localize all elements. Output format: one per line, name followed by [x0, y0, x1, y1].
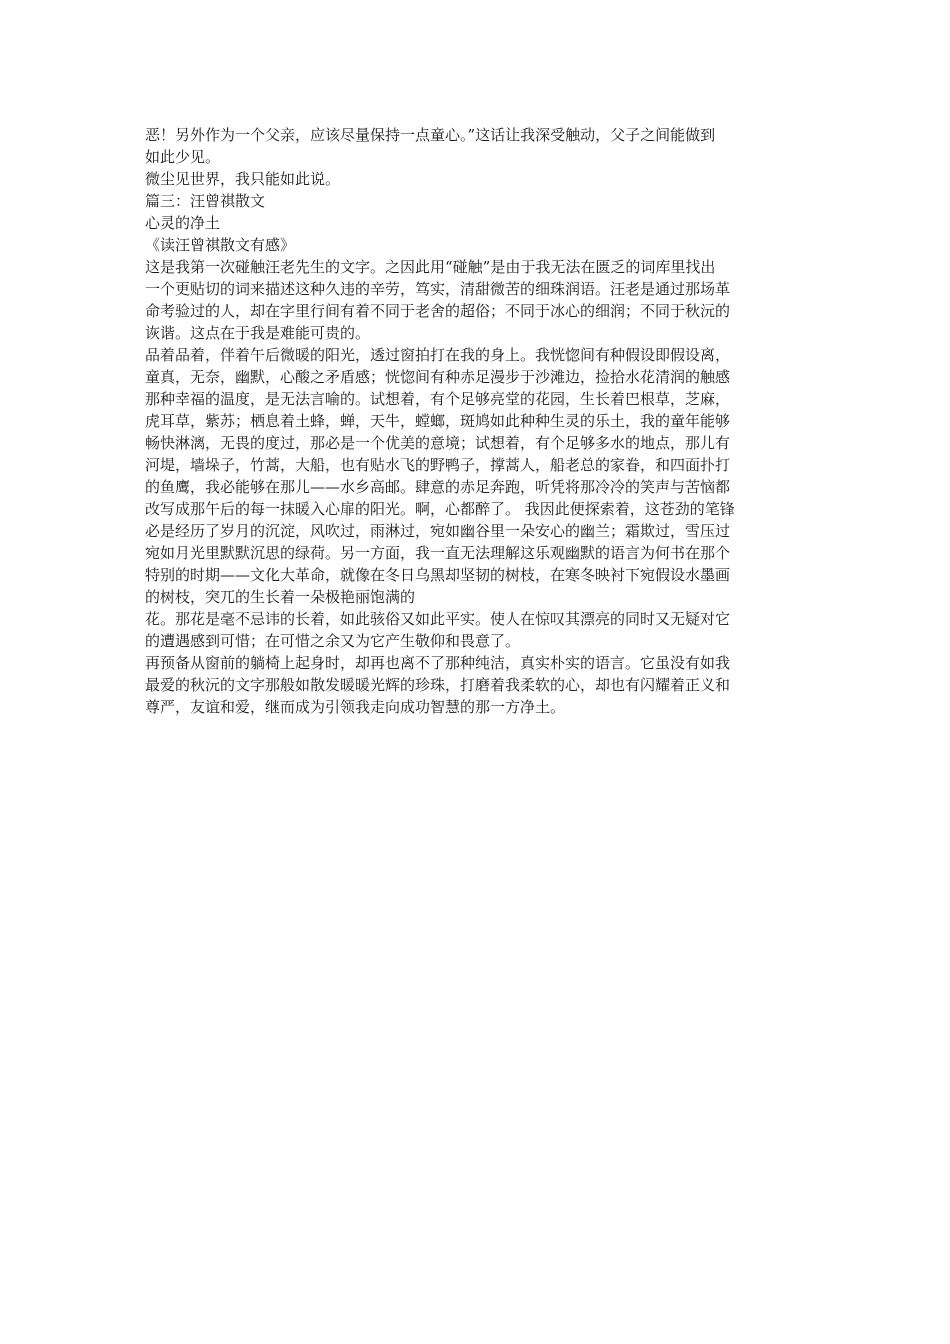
- text-line: 虎耳草，紫苏；栖息着土蜂，蝉，天牛，螳螂，斑鸠如此种种生灵的乐土，我的童年能够: [145, 412, 731, 430]
- text-line: 必是经历了岁月的沉淀，风吹过，雨淋过，宛如幽谷里一朵安心的幽兰；霜欺过，雪压过: [145, 522, 731, 540]
- text-line: 花。那花是毫不忌讳的长着，如此骇俗又如此平实。使人在惊叹其漂亮的同时又无疑对它: [145, 610, 731, 628]
- text-line: 诙谐。这点在于我是难能可贵的。: [145, 324, 371, 342]
- text-line: 宛如月光里默默沉思的绿荷。另一方面，我一直无法理解这乐观幽默的语言为何书在那个: [145, 544, 731, 562]
- document-body: [145, 124, 810, 718]
- essay-title: 心灵的净土: [145, 214, 221, 232]
- text-line: 恶！另外作为一个父亲，应该尽量保持一点童心。”这话让我深受触动，父子之间能做到: [145, 126, 716, 144]
- text-line: 的树枝，突兀的生长着一朵极艳丽饱满的: [145, 588, 416, 606]
- text-line: 那种幸福的温度，是无法言喻的。试想着，有个足够亮堂的花园，生长着巴根草，芝麻，: [145, 390, 731, 408]
- text-line: 最爱的秋沅的文字那般如散发暖暖光辉的珍珠，打磨着我柔软的心，却也有闪耀着正义和: [145, 676, 731, 694]
- text-line: 这是我第一次碰触汪老先生的文字。之因此用“碰触”是由于我无法在匮乏的词库里找出: [145, 258, 716, 276]
- text-line: 特别的时期——文化大革命，就像在冬日乌黑却坚韧的树枝，在寒冬映衬下宛假设水墨画: [145, 566, 731, 584]
- text-line: 如此少见。: [145, 148, 221, 166]
- text-line: 河堤，墙垛子，竹蒿，大船，也有贴水飞的野鸭子，撑蒿人，船老总的家眷，和四面扑打: [145, 456, 731, 474]
- text-line: 改写成那午后的每一抹暖入心扉的阳光。啊，心都醉了。 我因此便探索着，这苍劲的笔锋: [145, 500, 735, 518]
- text-line: 微尘见世界，我只能如此说。: [145, 170, 341, 188]
- text-line: 的鱼鹰，我必能够在那儿——水乡高邮。肆意的赤足奔跑，听凭将那冷冷的笑声与苦恼都: [145, 478, 731, 496]
- text-line: 童真，无奈，幽默，心酸之矛盾感；恍惚间有种赤足漫步于沙滩边，捡拾水花清润的触感: [145, 368, 731, 386]
- essay-subtitle: 《读汪曾祺散文有感》: [145, 236, 296, 254]
- section-heading: 篇三：汪曾祺散文: [145, 192, 266, 210]
- text-line: 再预备从窗前的躺椅上起身时，却再也离不了那种纯洁，真实朴实的语言。它虽没有如我: [145, 654, 731, 672]
- text-line: 的遭遇感到可惜；在可惜之余又为它产生敬仰和畏意了。: [145, 632, 521, 650]
- text-line: 畅快淋漓，无畏的度过，那必是一个优美的意境；试想着，有个足够多水的地点，那儿有: [145, 434, 731, 452]
- text-line: 命考验过的人，却在字里行间有着不同于老舍的超俗；不同于冰心的细润；不同于秋沅的: [145, 302, 731, 320]
- text-line: 一个更贴切的词来描述这种久违的辛劳，笃实，清甜微苦的细珠润语。汪老是通过那场革: [145, 280, 731, 298]
- text-line: 品着品着，伴着午后微暖的阳光，透过窗拍打在我的身上。我恍惚间有种假设即假设离，: [145, 346, 731, 364]
- text-line: 尊严，友谊和爱，继而成为引领我走向成功智慧的那一方净土。: [145, 698, 566, 716]
